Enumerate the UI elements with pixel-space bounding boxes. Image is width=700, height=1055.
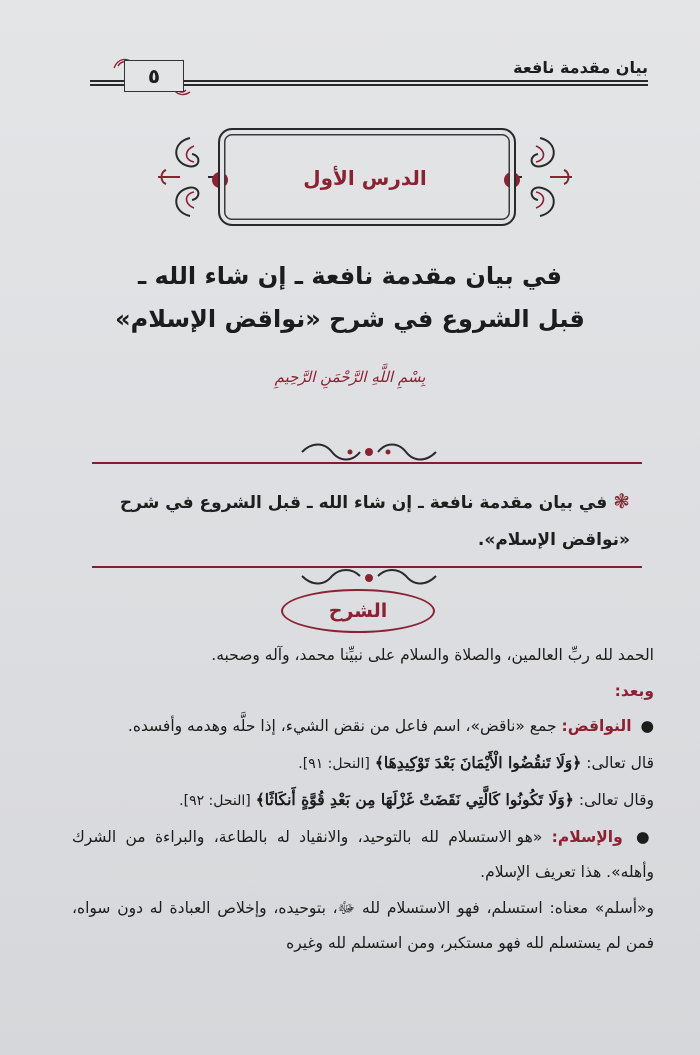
bullet-icon: ● <box>636 827 654 846</box>
lesson-title-frame <box>150 128 580 228</box>
summary-text: في بيان مقدمة نافعة ـ إن شاء الله ـ قبل الشروع في شرح «نواقض الإسلام». <box>119 493 630 550</box>
verse-line-1 <box>72 745 654 783</box>
page-number-box <box>124 60 184 92</box>
nawaqid-paragraph <box>72 709 654 745</box>
verse-2-text: ﴿وَلَا تَكُونُوا كَالَّتِي نَقَضَتْ غَزْلَهَا مِن بَعْدِ قُوَّةٍ أَنكَاثًا﴾ <box>255 790 574 809</box>
nawaqid-term: النواقض: <box>561 717 632 735</box>
verse-2-reference: [النحل: ٩٢]. <box>179 793 251 809</box>
verse-line-2 <box>72 782 654 820</box>
verse-2-prefix: وقال تعالى: <box>578 791 654 809</box>
aslama-paragraph: و«أسلم» معناه: استسلم، فهو الاستسلام لله ﷻ، بتوحيده، وإخلاص العبادة له دون سواه، فمن لم يستسلم لله فهو مستكبر، ومن استسلم لله وغيره <box>72 898 654 952</box>
verse-1-prefix: قال تعالى: <box>586 753 654 772</box>
islam-term: والإسلام: <box>551 827 623 846</box>
wa-bad-label: وبعد: <box>614 681 654 700</box>
islam-definition: «هو الاستسلام لله بالتوحيد، والانقياد له بالطاعة، والبراءة من الشرك وأهله». هذا تعريف الإسلام. <box>72 827 654 881</box>
main-heading <box>60 255 640 341</box>
sharh-label <box>281 589 435 633</box>
body-text <box>72 638 654 962</box>
running-header <box>90 56 648 100</box>
lesson-title: الدرس الأول <box>303 166 427 190</box>
main-heading-line-1: في بيان مقدمة نافعة ـ إن شاء الله ـ <box>138 262 562 290</box>
divider-ornament-icon <box>298 440 440 464</box>
header-title: بيان مقدمة نافعة <box>513 58 648 77</box>
star-icon: ❃ <box>613 489 630 513</box>
lesson-summary <box>100 483 630 559</box>
nawaqid-definition: جمع «ناقض»، اسم فاعل من نقض الشيء، إذا حلَّه وهدمه وأفسده. <box>127 717 557 735</box>
basmala: بِسْمِ اللَّهِ الرَّحْمَنِ الرَّحِيمِ <box>274 368 426 386</box>
verse-1-text: ﴿وَلَا تَنقُضُوا الْأَيْمَانَ بَعْدَ تَوْكِيدِهَا﴾ <box>374 752 582 772</box>
hamd-paragraph: الحمد لله ربِّ العالمين، والصلاة والسلام على نبيِّنا محمد، وآله وصحبه. <box>211 646 654 664</box>
divider-rule-top <box>92 462 642 464</box>
main-heading-line-2: قبل الشروع في شرح «نواقض الإسلام» <box>115 305 585 333</box>
verse-1-reference: [النحل: ٩١]. <box>298 755 370 772</box>
page-number: ٥ <box>147 64 161 88</box>
divider-ornament-icon <box>298 568 440 590</box>
left-scroll-ornament-icon <box>150 132 220 222</box>
islam-paragraph <box>72 820 654 891</box>
bullet-icon: ● <box>640 717 654 735</box>
right-scroll-ornament-icon <box>510 132 580 222</box>
sharh-label-text: الشرح <box>328 600 388 622</box>
